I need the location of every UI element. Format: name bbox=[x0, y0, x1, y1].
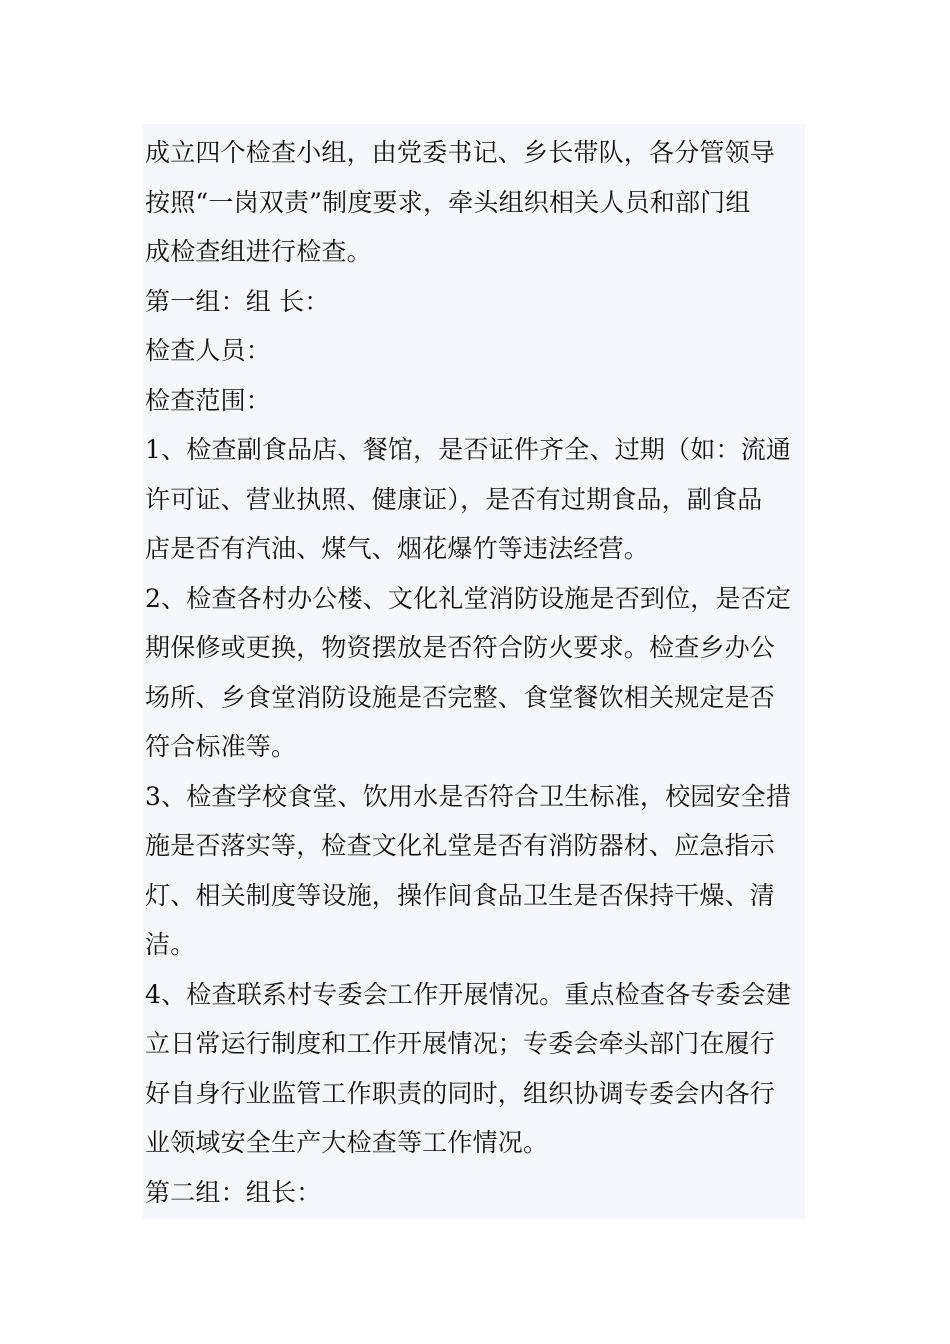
text-line: 好自身行业监管工作职责的同时，组织协调专委会内各行 bbox=[145, 1078, 776, 1108]
text-line: 3、检查学校食堂、饮用水是否符合卫生标准，校园安全措 bbox=[145, 781, 792, 811]
text-line: 检查范围： bbox=[145, 385, 272, 415]
text-line: 施是否落实等，检查文化礼堂是否有消防器材、应急指示 bbox=[145, 831, 776, 860]
text-line: 符合标准等。 bbox=[145, 732, 297, 761]
text-line: 业领域安全生产大检查等工作情况。 bbox=[145, 1128, 549, 1157]
paragraph-item-3 bbox=[145, 772, 805, 970]
text-line: 4、检查联系村专委会工作开展情况。重点检查各专委会建 bbox=[145, 979, 792, 1009]
text-line: 立日常运行制度和工作开展情况；专委会牵头部门在履行 bbox=[145, 1029, 776, 1058]
text-line: 第二组：组长： bbox=[145, 1177, 322, 1207]
text-line: 2、检查各村办公楼、文化礼堂消防设施是否到位，是否定 bbox=[145, 583, 792, 613]
paragraph-inspectors bbox=[145, 326, 805, 376]
text-line: 1、检查副食品店、餐馆，是否证件齐全、过期（如：流通 bbox=[145, 435, 792, 464]
paragraph-scope bbox=[145, 376, 805, 426]
text-line: 第一组：组 长： bbox=[145, 286, 330, 316]
text-line: 期保修或更换，物资摆放是否符合防火要求。检查乡办公 bbox=[145, 633, 776, 662]
paragraph-item-4 bbox=[145, 970, 805, 1168]
text-line: 店是否有汽油、煤气、烟花爆竹等违法经营。 bbox=[145, 534, 650, 563]
text-line: 许可证、营业执照、健康证），是否有过期食品，副食品 bbox=[145, 484, 763, 514]
document-text-block bbox=[143, 124, 805, 1219]
text-line: 灯、相关制度等设施，操作间食品卫生是否保持干燥、清 bbox=[145, 880, 776, 910]
text-line: 成检查组进行检查。 bbox=[145, 237, 372, 266]
paragraph-item-1 bbox=[145, 425, 805, 574]
paragraph-group1-leader bbox=[145, 277, 805, 327]
text-line: 场所、乡食堂消防设施是否完整、食堂餐饮相关规定是否 bbox=[145, 682, 776, 712]
text-line: 成立四个检查小组，由党委书记、乡长带队，各分管领导 bbox=[145, 138, 776, 167]
paragraph-group2-leader bbox=[145, 1168, 805, 1218]
text-line: 按照“一岗双责”制度要求，牵头组织相关人员和部门组 bbox=[145, 187, 751, 217]
text-line: 洁。 bbox=[145, 930, 196, 959]
paragraph-item-2 bbox=[145, 574, 805, 772]
text-line: 检查人员： bbox=[145, 336, 272, 365]
paragraph-intro bbox=[145, 128, 805, 277]
